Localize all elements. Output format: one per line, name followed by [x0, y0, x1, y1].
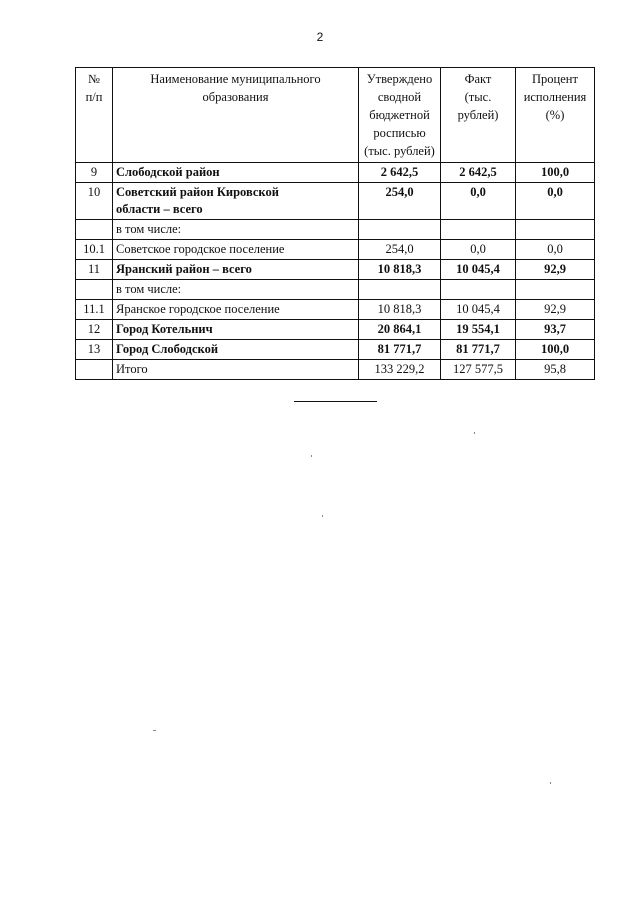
header-num-text: № п/п: [85, 72, 103, 104]
table-row: [76, 240, 595, 260]
end-divider-line: [294, 401, 377, 402]
row-num: [76, 360, 113, 380]
row-name: Советское городское поселение: [113, 240, 359, 260]
scan-speck: [153, 730, 156, 731]
header-fact: [441, 68, 516, 163]
row-name: Город Котельнич: [113, 320, 359, 340]
row-name: Слободской район: [113, 163, 359, 183]
row-fact: 10 045,4: [441, 300, 516, 320]
row-approved: 2 642,5: [359, 163, 441, 183]
row-name: Город Слободской: [113, 340, 359, 360]
row-name: в том числе:: [113, 280, 359, 300]
row-approved: 133 229,2: [359, 360, 441, 380]
table-row-total: [76, 360, 595, 380]
budget-execution-table: [75, 67, 595, 380]
header-approved-text: Утверждено сводной бюджетной росписью (тыс. рублей): [364, 72, 435, 158]
row-fact: [441, 220, 516, 240]
scan-speck: [311, 455, 312, 457]
header-name-text: Наименование муниципального образования: [150, 72, 321, 104]
page-number: 2: [316, 30, 324, 44]
header-percent: [516, 68, 595, 163]
row-num: 11.1: [76, 300, 113, 320]
scan-speck: [550, 782, 551, 784]
row-name: Итого: [113, 360, 359, 380]
row-percent: 92,9: [516, 260, 595, 280]
row-fact: 127 577,5: [441, 360, 516, 380]
header-percent-text: Процент исполнения (%): [523, 72, 587, 122]
row-num: 10.1: [76, 240, 113, 260]
row-percent: 100,0: [516, 163, 595, 183]
row-percent: [516, 280, 595, 300]
table-row: [76, 260, 595, 280]
row-name: [113, 183, 359, 220]
table-row: [76, 320, 595, 340]
row-percent: [516, 220, 595, 240]
row-fact: [441, 280, 516, 300]
row-num: 10: [76, 183, 113, 220]
table-row: [76, 220, 595, 240]
row-percent: 92,9: [516, 300, 595, 320]
row-approved: 10 818,3: [359, 300, 441, 320]
row-fact: 10 045,4: [441, 260, 516, 280]
row-num: 12: [76, 320, 113, 340]
row-approved: 10 818,3: [359, 260, 441, 280]
row-name: Яранский район – всего: [113, 260, 359, 280]
row-percent: 95,8: [516, 360, 595, 380]
scan-speck: [322, 515, 323, 517]
scan-speck: [474, 432, 475, 434]
row-num: [76, 280, 113, 300]
header-num: [76, 68, 113, 163]
row-percent: 0,0: [516, 183, 595, 220]
row-percent: 93,7: [516, 320, 595, 340]
header-name: [113, 68, 359, 163]
row-approved: [359, 280, 441, 300]
table-row: [76, 163, 595, 183]
table-row: [76, 340, 595, 360]
row-name-text: Советский район Кировской области – всего: [116, 185, 279, 216]
row-percent: 0,0: [516, 240, 595, 260]
row-name: Яранское городское поселение: [113, 300, 359, 320]
row-name: в том числе:: [113, 220, 359, 240]
row-fact: 0,0: [441, 240, 516, 260]
table-header-row: [76, 68, 595, 163]
row-fact: 0,0: [441, 183, 516, 220]
row-num: 13: [76, 340, 113, 360]
table-row: [76, 280, 595, 300]
table-row: [76, 183, 595, 220]
row-fact: 81 771,7: [441, 340, 516, 360]
row-approved: 254,0: [359, 183, 441, 220]
row-num: 11: [76, 260, 113, 280]
row-approved: [359, 220, 441, 240]
row-fact: 19 554,1: [441, 320, 516, 340]
row-approved: 254,0: [359, 240, 441, 260]
table-row: [76, 300, 595, 320]
row-num: 9: [76, 163, 113, 183]
header-fact-text: Факт (тыс. рублей): [457, 72, 499, 122]
row-approved: 20 864,1: [359, 320, 441, 340]
header-approved: [359, 68, 441, 163]
row-approved: 81 771,7: [359, 340, 441, 360]
row-fact: 2 642,5: [441, 163, 516, 183]
row-percent: 100,0: [516, 340, 595, 360]
row-num: [76, 220, 113, 240]
